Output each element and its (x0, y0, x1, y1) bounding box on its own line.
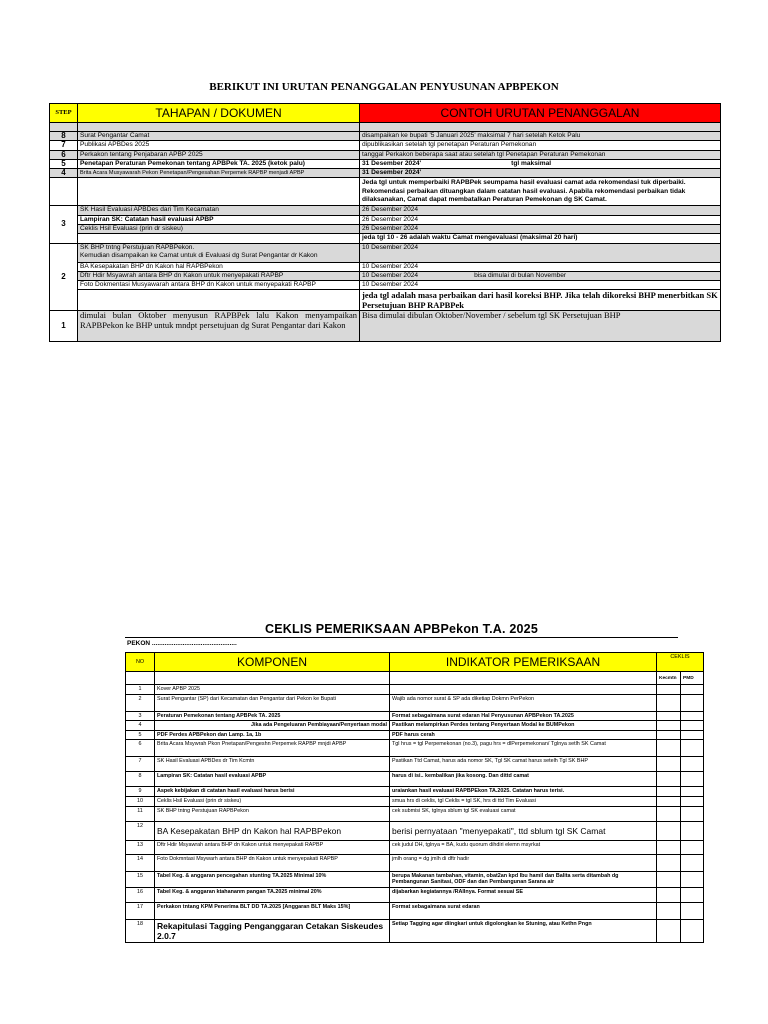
tahapan-cell: Foto Dokmentasi Musyawarah antara BHP dn Kakon untuk menyepakati RAPBP (78, 281, 360, 290)
ceklis-box[interactable] (657, 796, 681, 806)
contoh-cell: 26 Desember 2024 (360, 206, 721, 215)
table-row (50, 169, 721, 178)
step-number: 7 (50, 141, 78, 150)
ceklis-box[interactable] (681, 902, 704, 919)
komponen-cell: Brita Acara Msywrah Pkon Pnetapan/Pengeshn Perpemek RAPBP mnjdi APBP (155, 740, 390, 757)
tahapan-cell (78, 243, 360, 262)
row-number: 15 (126, 871, 155, 887)
step-number: 6 (50, 150, 78, 159)
ceklis-box[interactable] (657, 730, 681, 740)
row-number: 4 (126, 721, 155, 731)
indikator-cell: Format sebagaimana surat edaran (390, 902, 657, 919)
row-number: 9 (126, 787, 155, 797)
table-row (50, 215, 721, 224)
ceklis-row (126, 871, 704, 887)
ceklis-box[interactable] (657, 685, 681, 695)
tahapan-cell: Penetapan Peraturan Pemekonan tentang APBPek TA. 2025 (ketok palu) (78, 159, 360, 168)
row-number: 13 (126, 840, 155, 854)
note-jeda-evaluasi: jeda tgl 10 - 26 adalah waktu Camat mengevaluasi (maksimal 20 hari) (360, 234, 721, 243)
table-row (50, 311, 721, 342)
indikator-cell: berisi pernyataan "menyepakati", ttd sblum tgl SK Camat (390, 821, 657, 840)
header-ceklis: CEKLIS (657, 653, 704, 672)
komponen-cell: Peraturan Pemekonan tentang APBPek TA. 2025 (155, 711, 390, 721)
title-divider (125, 637, 678, 638)
header-contoh: CONTOH URUTAN PENANGGALAN (360, 104, 721, 123)
header-komponen: KOMPONEN (155, 653, 390, 672)
ceklis-box[interactable] (681, 919, 704, 942)
step-number: 2 (50, 243, 78, 311)
ceklis-row (126, 902, 704, 919)
indikator-cell: Tgl hrus = tgl Perpemekonan (no.3), pagu hrs = dlPerpemekonan/ Tglnya setlh SK Camat (390, 740, 657, 757)
ceklis-box[interactable] (681, 796, 704, 806)
document-title: BERIKUT INI URUTAN PENANGGALAN PENYUSUNAN APBPEKON (209, 81, 559, 93)
ceklis-box[interactable] (681, 685, 704, 695)
ceklis-box[interactable] (657, 694, 681, 711)
indikator-cell: smua hrs di ceklis, tgl Ceklis = tgl SK, hrs di ttd Tim Evaluasi (390, 796, 657, 806)
contoh-cell: 10 Desember 2024 (360, 262, 721, 271)
indikator-cell: Format sebagaimana surat edaran Hal Penyusunan APBPekon TA.2025 (390, 711, 657, 721)
indikator-cell: Pastikan melampirkan Perdes tentang Penyertaan Modal ke BUMPekon (390, 721, 657, 731)
ceklis-row (126, 730, 704, 740)
contoh-cell: 10 Desember 2024 (360, 281, 721, 290)
ceklis-row (126, 854, 704, 871)
row-number: 2 (126, 694, 155, 711)
row-number: 12 (126, 821, 155, 840)
ceklis-row (126, 806, 704, 821)
ceklis-box[interactable] (657, 787, 681, 797)
note-jeda-bhp: jeda tgl adalah masa perbaikan dari hasil koreksi BHP. Jika telah dikoreksi BHP menerbitkan SK Persetujuan BHP RAPBPek (360, 290, 721, 311)
header-step: STEP (50, 104, 78, 123)
tahapan-cell: SK Hasil Evaluasi APBDes dari Tim Kecamatan (78, 206, 360, 215)
indikator-cell: harus di isi.. kembalikan jika kosong. Dan dittd camat (390, 772, 657, 787)
komponen-cell: Lampiran SK: Catatan hasil evaluasi APBP (155, 772, 390, 787)
note-row (50, 290, 721, 311)
komponen-cell: Kover APBP 2025 (155, 685, 390, 695)
ceklis-box[interactable] (681, 854, 704, 871)
ceklis-box[interactable] (681, 757, 704, 772)
ceklis-row (126, 919, 704, 942)
tahapan-cell: Perkakon tentang Penjabaran APBP 2025 (78, 150, 360, 159)
contoh-cell: tanggal Perkakon beberapa saat atau setelah tgl Penetapan Peraturan Pemekonan (360, 150, 721, 159)
indikator-cell: Pastikan Ttd Camat, harus ada nomor SK, Tgl SK camat harus setelh Tgl SK BHP (390, 757, 657, 772)
ceklis-row (126, 887, 704, 902)
row-number: 7 (126, 757, 155, 772)
ceklis-box[interactable] (681, 711, 704, 721)
indikator-cell: PDF harus cerah (390, 730, 657, 740)
note-row (50, 234, 721, 243)
contoh-date: 31 Desember 2024' (362, 159, 422, 167)
contoh-cell (360, 159, 721, 168)
contoh-date: 10 Desember 2024 (362, 271, 419, 279)
ceklis-title: CEKLIS PEMERIKSAAN APBPekon T.A. 2025 (265, 622, 538, 636)
indikator-cell: jmlh orang = dg jmlh di dftr hadir (390, 854, 657, 871)
header-pmd: PMD (681, 672, 704, 685)
ceklis-row (126, 721, 704, 731)
step-number: 3 (50, 206, 78, 243)
table-row (50, 206, 721, 215)
ceklis-box[interactable] (657, 902, 681, 919)
table-row (50, 159, 721, 168)
row-number: 1 (126, 685, 155, 695)
table-row (50, 150, 721, 159)
header-kecamatan: Kecmtn (657, 672, 681, 685)
komponen-cell: Aspek kebijakan di catatan hasil evaluasi harus berisi (155, 787, 390, 797)
komponen-cell: Dftr Hdir Msyawrah antara BHP dn Kakon untuk menyepakati RAPBP (155, 840, 390, 854)
ceklis-box[interactable] (681, 721, 704, 731)
contoh-cell (360, 271, 721, 280)
ceklis-box[interactable] (657, 821, 681, 840)
row-number: 5 (126, 730, 155, 740)
indikator-cell: Setiap Tagging agar diingkari untuk digolongkan ke Stuning, atau Kethn Pngn (390, 919, 657, 942)
ceklis-row (126, 711, 704, 721)
ceklis-row (126, 821, 704, 840)
ceklis-row (126, 840, 704, 854)
komponen-cell: Tabel Keg. & anggaran pencegahan stunting TA.2025 Minimal 10% (155, 871, 390, 887)
ceklis-box[interactable] (657, 840, 681, 854)
contoh-note: tgl maksimal (511, 159, 552, 167)
ceklis-row (126, 694, 704, 711)
row-number: 10 (126, 796, 155, 806)
table-row (50, 141, 721, 150)
tahapan-cell: dimulai bulan Oktober menyusun RAPBPek lalu Kakon menyampaikan RAPBPekon ke BHP untuk mndpt persetujuan dg Surat Pengantar dari Kakon (78, 311, 360, 342)
table-row (50, 132, 721, 141)
ceklis-box[interactable] (657, 919, 681, 942)
ceklis-row (126, 740, 704, 757)
komponen-cell: Foto Dokmntasi Msywarh antara BHP dn Kakon untuk menyepakati RAPBP (155, 854, 390, 871)
ceklis-box[interactable] (657, 721, 681, 731)
row-number: 6 (126, 740, 155, 757)
komponen-cell: PDF Perdes APBPekon dan Lamp. 1a, 1b (155, 730, 390, 740)
ceklis-box[interactable] (681, 887, 704, 902)
table-row (50, 224, 721, 233)
tahapan-cell: Lampiran SK: Catatan hasil evaluasi APBP (78, 215, 360, 224)
contoh-cell: dipublikasikan setelah tgl penetapan Peraturan Pemekonan (360, 141, 721, 150)
ceklis-box[interactable] (681, 772, 704, 787)
header-no: NO (126, 653, 155, 672)
contoh-cell: 26 Desember 2024 (360, 224, 721, 233)
komponen-cell: Perkakon tntang KPM Penerima BLT DD TA.2025 [Anggaran BLT Maks 15%] (155, 902, 390, 919)
table-row (50, 271, 721, 280)
ceklis-box[interactable] (657, 854, 681, 871)
ceklis-row (126, 685, 704, 695)
tahapan-cell: Brita Acara Musyawarah Pekon Penetapan/Pengesahan Perpemek RAPBP menjadi APBP (78, 169, 360, 178)
row-number: 11 (126, 806, 155, 821)
table-row (50, 281, 721, 290)
ceklis-box[interactable] (657, 740, 681, 757)
komponen-cell: Surat Pengantar (SP) dari Kecamatan dan Pengantar dari Pekon ke Bupati (155, 694, 390, 711)
ceklis-subheader-row (126, 672, 704, 685)
step-number: 1 (50, 311, 78, 342)
indikator-cell: Wajib ada nomor surat & SP ada diketiap Dokmn PerPekon (390, 694, 657, 711)
ceklis-box[interactable] (681, 821, 704, 840)
contoh-cell: 26 Desember 2024 (360, 215, 721, 224)
header-tahapan: TAHAPAN / DOKUMEN (78, 104, 360, 123)
ceklis-box[interactable] (681, 871, 704, 887)
indikator-cell: cek judul DH, tglnya = BA, kudu quorum dihdiri elemn msyrkat (390, 840, 657, 854)
header-indikator: INDIKATOR PEMERIKSAAN (390, 653, 657, 672)
tahapan-cell: Dftr Hdir Msyawrah antara BHP dn Kakon untuk menyepakati RAPBP (78, 271, 360, 280)
penanggalan-table (49, 103, 721, 342)
table-row (50, 243, 721, 262)
step-number: 5 (50, 159, 78, 168)
ceklis-box[interactable] (681, 740, 704, 757)
komponen-cell: Rekapitulasi Tagging Penganggaran Cetakan Siskeudes 2.0.7 (155, 919, 390, 942)
pekon-label: PEKON ............................................... (127, 640, 237, 647)
indikator-cell: dijabarkan kegiatannya /RAlInya. Format sesuai SE (390, 887, 657, 902)
contoh-cell: disampaikan ke bupati '5 Januari 2025' maksimal 7 hari setelah Ketok Palu (360, 132, 721, 141)
ceklis-row (126, 787, 704, 797)
contoh-note: bisa dimulai di bulan November (474, 271, 567, 279)
table-header-row (50, 104, 721, 123)
note-evaluasi: Jeda tgl untuk memperbaiki RAPBPek seumpama hasil evaluasi camat ada rekomendasi tuk diperbaiki. Rekomendasi perbaikan dituangkan dalam catatan hasil evaluasi. Apabila rekomendasi perbaikan tidak dilaksanakan, Camat dapat membatalkan Peraturan Pemekonan dg SK Camat. (360, 178, 721, 206)
ceklis-box[interactable] (681, 730, 704, 740)
ceklis-box[interactable] (681, 694, 704, 711)
step-number: 4 (50, 169, 78, 178)
tahapan-cell: Ceklis Hsil Evaluasi (prin dr siskeu) (78, 224, 360, 233)
komponen-cell: Jika ada Pengeluaran Pembiayaan/Penyertaan modal (155, 721, 390, 731)
ceklis-header-row (126, 653, 704, 672)
komponen-cell: SK BHP tntng Perstujuan RAPBPekon (155, 806, 390, 821)
indikator-cell (390, 685, 657, 695)
komponen-cell: SK Hasil Evaluasi APBDes dr Tim Kcmtn (155, 757, 390, 772)
ceklis-table (125, 652, 704, 943)
row-number: 17 (126, 902, 155, 919)
komponen-cell: Tabel Keg. & anggaran ktahananm pangan TA.2025 minimal 20% (155, 887, 390, 902)
spacer-row (50, 123, 721, 132)
komponen-cell: Ceklis Hsil Evaluasi (prin dr siskeu) (155, 796, 390, 806)
row-number: 16 (126, 887, 155, 902)
tahapan-line: SK BHP tntng Perstujuan RAPBPekon. (80, 243, 195, 251)
step-number: 8 (50, 132, 78, 141)
table-row (50, 262, 721, 271)
ceklis-box[interactable] (681, 806, 704, 821)
tahapan-cell: BA Kesepakatan BHP dn Kakon hal RAPBPekon (78, 262, 360, 271)
row-number: 8 (126, 772, 155, 787)
ceklis-box[interactable] (681, 787, 704, 797)
note-row (50, 178, 721, 206)
ceklis-row (126, 796, 704, 806)
tahapan-line: Kemudian disampaikan ke Camat untuk di Evaluasi dg Surat Pengantar dr Kakon (80, 251, 318, 259)
ceklis-row (126, 772, 704, 787)
contoh-cell: Bisa dimulai dibulan Oktober/November / sebelum tgl SK Persetujuan BHP (360, 311, 721, 342)
ceklis-box[interactable] (657, 757, 681, 772)
contoh-cell: 31 Desember 2024' (360, 169, 721, 178)
contoh-cell: 10 Desember 2024 (360, 243, 721, 262)
ceklis-box[interactable] (657, 887, 681, 902)
tahapan-cell: Surat Pengantar Camat (78, 132, 360, 141)
ceklis-box[interactable] (657, 871, 681, 887)
tahapan-cell: Publikasi APBDes 2025 (78, 141, 360, 150)
row-number: 3 (126, 711, 155, 721)
ceklis-row (126, 757, 704, 772)
ceklis-box[interactable] (681, 840, 704, 854)
ceklis-box[interactable] (657, 711, 681, 721)
ceklis-box[interactable] (657, 772, 681, 787)
indikator-cell: uraiankan hasil evaluasi RAPBPEkon TA.2025. Catatan harus terisi. (390, 787, 657, 797)
row-number: 14 (126, 854, 155, 871)
komponen-cell: BA Kesepakatan BHP dn Kakon hal RAPBPekon (155, 821, 390, 840)
indikator-cell: berupa Makanan tambahan, vitamin, obat2an kpd Ibu hamil dan Balita serta ditambah dg Pembangunan Sanitasi, ODF dan dan Pembangunan Sarana air (390, 871, 657, 887)
ceklis-box[interactable] (657, 806, 681, 821)
indikator-cell: cek submisi SK, tglnya sblum tgl SK evaluasi camat (390, 806, 657, 821)
row-number: 18 (126, 919, 155, 942)
